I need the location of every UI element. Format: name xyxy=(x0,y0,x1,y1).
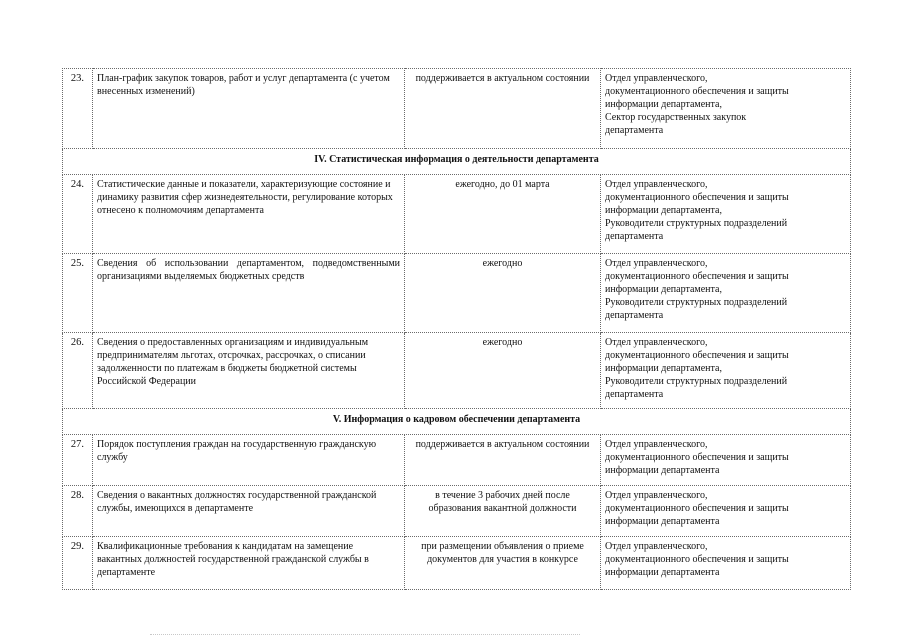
table-row xyxy=(63,486,851,537)
table-row xyxy=(63,254,851,333)
row-number: 27. xyxy=(63,435,93,486)
responsible-line: документационного обеспечения и защиты xyxy=(605,86,789,97)
responsible-line: Отдел управленческого, xyxy=(605,337,708,348)
responsible-line: документационного обеспечения и защиты xyxy=(605,503,789,514)
responsible-line: Руководители структурных подразделений xyxy=(605,297,788,308)
row-responsible xyxy=(601,333,851,409)
responsible-line: департамента xyxy=(605,125,664,136)
responsible-line: Руководители структурных подразделений xyxy=(605,218,788,229)
row-term: поддерживается в актуальном состоянии xyxy=(405,435,601,486)
table-row xyxy=(63,175,851,254)
row-responsible xyxy=(601,175,851,254)
row-responsible xyxy=(601,537,851,590)
responsible-line: Отдел управленческого, xyxy=(605,541,708,552)
responsible-line: документационного обеспечения и защиты xyxy=(605,554,789,565)
row-responsible xyxy=(601,254,851,333)
scan-artifact-line xyxy=(150,634,580,636)
row-document-name: Квалификационные требования к кандидатам на замещение вакантных должностей государственной гражданской службы в департаменте xyxy=(93,537,405,590)
responsible-line: документационного обеспечения и защиты xyxy=(605,192,789,203)
table-row xyxy=(63,537,851,590)
responsible-line: Отдел управленческого, xyxy=(605,179,708,190)
responsible-line: департамента xyxy=(605,231,664,242)
row-number: 23. xyxy=(63,69,93,149)
responsible-line: Руководители структурных подразделений xyxy=(605,376,788,387)
row-responsible xyxy=(601,69,851,149)
responsible-line: Отдел управленческого, xyxy=(605,258,708,269)
responsible-line: информации департамента xyxy=(605,567,720,578)
row-document-name: Порядок поступления граждан на государственную гражданскую службу xyxy=(93,435,405,486)
table-row xyxy=(63,435,851,486)
row-term: поддерживается в актуальном состоянии xyxy=(405,69,601,149)
row-term: ежегодно, до 01 марта xyxy=(405,175,601,254)
row-number: 25. xyxy=(63,254,93,333)
row-number: 26. xyxy=(63,333,93,409)
section-header-row xyxy=(63,409,851,435)
row-term: ежегодно xyxy=(405,254,601,333)
responsible-line: департамента xyxy=(605,389,664,400)
responsible-line: Сектор государственных закупок xyxy=(605,112,747,123)
row-document-name: Статистические данные и показатели, характеризующие состояние и динамику развития сфер жизнедеятельности, регулирование которых отнесено к полномочиям департамента xyxy=(93,175,405,254)
responsible-line: Отдел управленческого, xyxy=(605,73,708,84)
responsible-line: информации департамента xyxy=(605,516,720,527)
table-row xyxy=(63,69,851,149)
responsible-line: информации департамента, xyxy=(605,99,722,110)
responsible-line: информации департамента, xyxy=(605,284,722,295)
responsible-line: департамента xyxy=(605,310,664,321)
document-table xyxy=(62,68,851,590)
table-row xyxy=(63,333,851,409)
responsible-line: информации департамента, xyxy=(605,363,722,374)
row-responsible xyxy=(601,486,851,537)
row-number: 28. xyxy=(63,486,93,537)
section-title: IV. Статистическая информация о деятельности департамента xyxy=(63,149,851,175)
row-number: 29. xyxy=(63,537,93,590)
row-term: в течение 3 рабочих дней после образования вакантной должности xyxy=(405,486,601,537)
responsible-line: информации департамента, xyxy=(605,205,722,216)
section-title: V. Информация о кадровом обеспечении департамента xyxy=(63,409,851,435)
section-header-row xyxy=(63,149,851,175)
row-document-name: План-график закупок товаров, работ и услуг департамента (с учетом внесенных изменений) xyxy=(93,69,405,149)
row-number: 24. xyxy=(63,175,93,254)
row-responsible xyxy=(601,435,851,486)
responsible-line: Отдел управленческого, xyxy=(605,439,708,450)
row-document-name: Сведения о предоставленных организациям и индивидуальным предпринимателям льготах, отсрочках, рассрочках, о списании задолженности по платежам в бюджеты бюджетной системы Российской Федерации xyxy=(93,333,405,409)
row-document-name: Сведения о вакантных должностях государственной гражданской службы, имеющихся в департаменте xyxy=(93,486,405,537)
responsible-line: документационного обеспечения и защиты xyxy=(605,452,789,463)
responsible-line: Отдел управленческого, xyxy=(605,490,708,501)
row-term: ежегодно xyxy=(405,333,601,409)
responsible-line: информации департамента xyxy=(605,465,720,476)
row-term: при размещении объявления о приеме документов для участия в конкурсе xyxy=(405,537,601,590)
responsible-line: документационного обеспечения и защиты xyxy=(605,271,789,282)
row-document-name: Сведения об использовании департаментом, подведомственными организациями выделяемых бюджетных средств xyxy=(93,254,405,333)
responsible-line: документационного обеспечения и защиты xyxy=(605,350,789,361)
